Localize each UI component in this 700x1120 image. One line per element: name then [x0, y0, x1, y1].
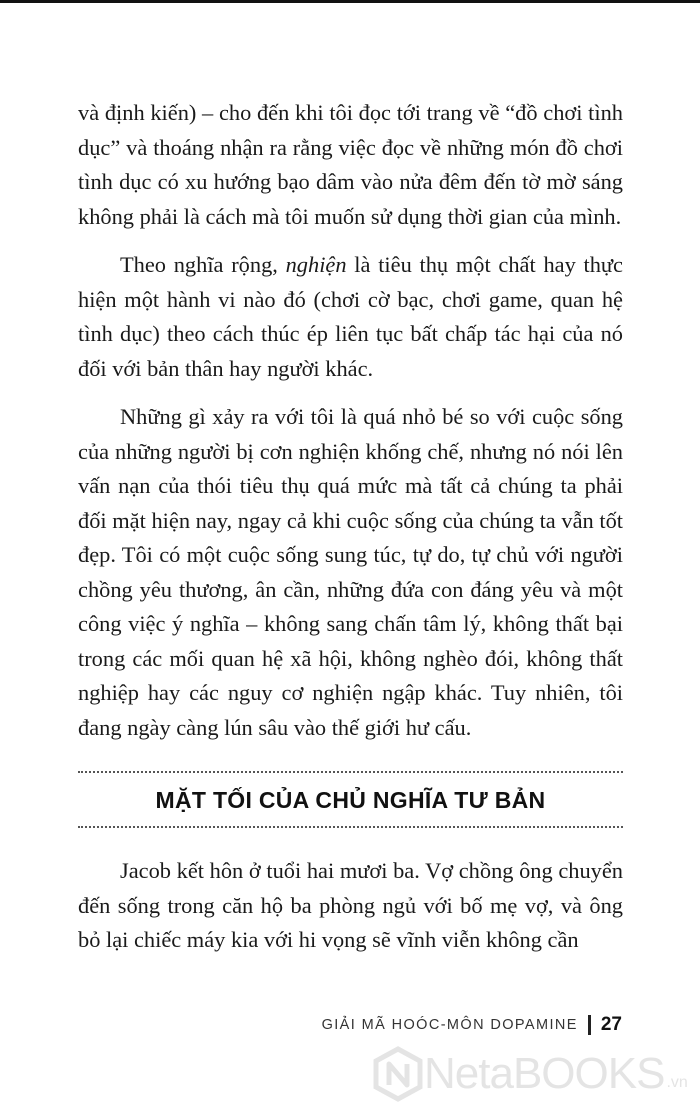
watermark-domain-suffix: .vn — [666, 1074, 688, 1091]
watermark-logo — [372, 1046, 688, 1102]
section-heading: MẶT TỐI CỦA CHỦ NGHĨA TƯ BẢN — [155, 787, 546, 813]
paragraph-3: Những gì xảy ra với tôi là quá nhỏ bé so với cuộc sống của những người bị cơn nghiện khống chế, nhưng nó nói lên vấn nạn của thói tiêu thụ quá mức mà tất cả chúng ta phải đối mặt hiện nay, ngay cả khi cuộc sống của chúng ta vẫn tốt đẹp. Tôi có một cuộc sống sung túc, tự do, tự chủ với người chồng yêu thương, ân cần, những đứa con đáng yêu và một công việc ý nghĩa – không sang chấn tâm lý, không thất bại trong các mối quan hệ xã hội, không nghèo đói, không thất nghiệp hay các nguy cơ nghiện ngập khác. Tuy nhiên, tôi đang ngày càng lún sâu vào thế giới hư cấu. — [78, 404, 623, 740]
page-footer — [322, 1014, 622, 1036]
paragraph-2-rest: là tiêu thụ một chất hay thực hiện một hành vi nào đó (chơi cờ bạc, chơi game, quan hệ tình dục) theo cách thúc ép liên tục bất chấp tác hại của nó đối với bản thân hay người khác. — [78, 252, 623, 381]
page-number: 27 — [600, 1014, 622, 1035]
paragraph-4: Jacob kết hôn ở tuổi hai mươi ba. Vợ chồng ông chuyển đến sống trong căn hộ ba phòng ngủ với bố mẹ vợ, và ông bỏ lại chiếc máy kia với hi vọng sẽ vĩnh viễn không cần — [78, 858, 623, 952]
n-hexagon-icon — [372, 1046, 424, 1102]
section-heading-block — [78, 771, 623, 828]
watermark-brand-text: NetaBOOKS — [424, 1049, 665, 1098]
emphasis-term: nghiện — [285, 252, 347, 277]
page-body — [78, 96, 623, 972]
paragraph-2 — [78, 248, 623, 386]
top-border-rule — [0, 0, 700, 3]
dotted-divider-bottom — [78, 826, 623, 828]
running-footer-title: GIẢI MÃ HOÓC-MÔN DOPAMINE — [321, 1017, 578, 1033]
footer-separator — [588, 1015, 591, 1035]
paragraph-2-start: Theo nghĩa rộng, — [120, 252, 286, 277]
paragraph-1: và định kiến) – cho đến khi tôi đọc tới trang về “đồ chơi tình dục” và thoáng nhận ra rằng việc đọc về những món đồ chơi tình dục có xu hướng bạo dâm vào nửa đêm đến tờ mờ sáng không phải là cách mà tôi muốn sử dụng thời gian của mình. — [78, 100, 623, 229]
